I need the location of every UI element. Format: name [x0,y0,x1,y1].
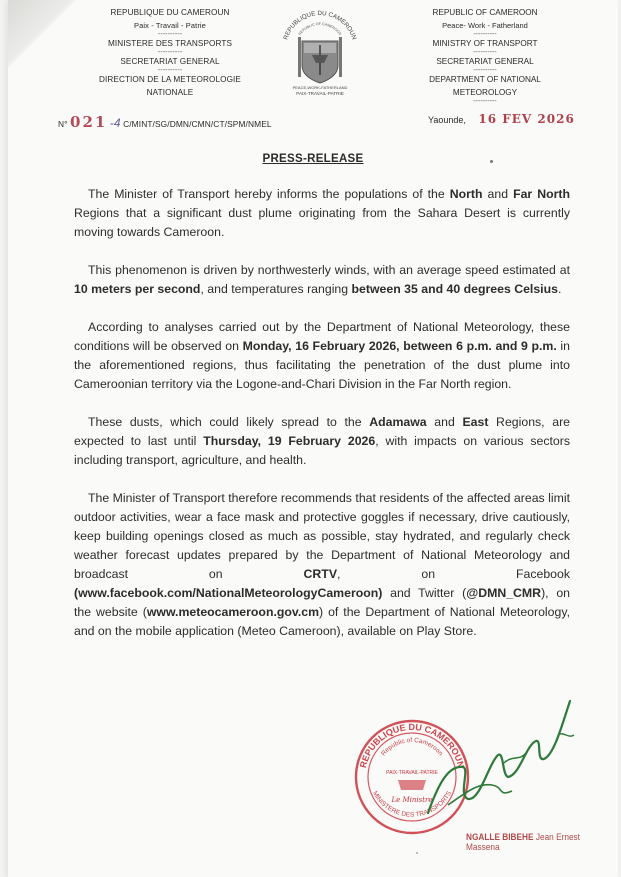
reference-number [58,113,272,131]
reference-code: C/MINT/SG/DMN/CMN/CT/SPM/NMEL [123,119,272,129]
direction-fr-line2: NATIONALE [146,88,194,97]
emphasis-text: East [462,415,489,429]
stamp-motto: PAIX-TRAVAIL-PATRIE [386,770,438,776]
body-text: and [426,415,463,429]
title-text: PRESS-RELEASE [262,153,364,165]
coat-bottom-text-2: PAIX-TRAVAIL-PATRIE [296,91,344,96]
svg-text:REPUBLIC OF CAMEROON [298,22,343,36]
header-left-french [80,6,260,99]
body-text: in the aforementioned regions, thus facilitating the penetration of the dust plume into Cameroonian territory via the Logone-and-Chari Division in the Far North region. [74,339,570,391]
emphasis-text: www.meteocameroon.gov.cm [146,605,320,619]
stamp-outer-text: REPUBLIQUE DU CAMEROUN [357,721,467,769]
coat-top-text: REPUBLIQUE DU CAMEROUN [282,9,358,41]
header-right-english [400,6,570,104]
stamp-center-text: Le Ministre [391,796,433,804]
emphasis-text: 10 meters per second [74,282,201,296]
secretariat-fr: SECRETARIAT GENERAL [120,57,220,66]
signature-icon [408,695,578,825]
separator: ---------- [157,67,183,74]
body-text: , with impacts on various sectors including transport, agriculture, and health. [74,434,570,467]
paragraph-5 [74,489,570,641]
reference-prefix: N° [58,119,68,129]
stamp-inner-text: Republic of Cameroon [380,736,444,758]
emphasis-text: Monday, 16 February 2026, between 6 p.m. and 9 p.m. [242,339,557,353]
coat-of-arms-icon [276,5,364,101]
ministry-fr: MINISTERE DES TRANSPORTS [107,39,233,48]
document-page [8,0,618,877]
separator: ---------- [157,31,183,38]
body-text: Regions, are expected to last until [74,415,571,448]
handwritten-mark: -4 [109,116,121,130]
coat-inner-text: REPUBLIC OF CAMEROON [297,21,343,37]
handwritten-reference-number: 021 [70,113,108,131]
signatory-given-names: Jean Ernest Massena [466,832,580,852]
emphasis-text: between 35 and 40 degrees Celsius [351,282,558,296]
paragraph-3 [74,318,570,394]
body-text: and [482,187,514,201]
department-en-line1: DEPARTMENT OF NATIONAL [429,75,541,84]
body-text: The Minister of Transport therefore recommends that residents of the affected areas limit outdoor activities, wear a face mask and protective goggles if necessary, drive cautiously, keep building openings closed as much as possible, stay hydrated, and regularly check weather forecast updates prepared by the Department of National Meteorology and broadcast on [74,491,570,581]
place-date [428,112,575,126]
coat-bottom-text: PEACE-WORK-FATHERLAND [292,85,348,90]
emphasis-text: @DMN_CMR [466,586,542,600]
body-text: . [557,282,562,296]
ink-dot [490,160,493,163]
direction-fr-line1: DIRECTION DE LA METEOROLOGIE [98,75,241,84]
separator: ---------- [473,31,497,38]
country-en: REPUBLIC OF CAMEROON [432,8,538,17]
body-text: Regions that a significant dust plume originating from the Sahara Desert is currently moving towards Cameroon. [74,206,570,239]
emphasis-text: Far North [513,187,570,201]
separator: ---------- [473,49,497,56]
document-title [8,153,618,165]
body-text: , and temperatures ranging [200,282,352,296]
paragraph-4 [74,413,570,470]
emphasis-text: (www.facebook.com/NationalMeteorologyCameroon) [74,586,383,600]
body-text: , on Facebook [337,567,570,581]
motto-fr: Paix - Travail - Patrie [134,21,206,30]
emphasis-text: North [449,187,483,201]
separator: ---------- [473,67,497,74]
separator: ---------- [473,98,497,105]
date-stamp: 16 FEV 2026 [478,112,575,126]
signatory-name [466,832,603,852]
press-release-body [74,185,570,660]
emphasis-text: CRTV [303,567,338,581]
ministry-en: MINISTRY OF TRANSPORT [432,39,538,48]
body-text: and Twitter ( [382,586,467,600]
secretariat-en: SECRETARIAT GENERAL [436,57,534,66]
country-fr: REPUBLIQUE DU CAMEROUN [110,8,230,17]
body-text: This phenomenon is driven by northwesterly winds, with an average speed estimated at [88,263,570,277]
ink-dot [416,852,418,854]
signatory-surname: NGALLE BIBEHE [466,832,534,842]
motto-en: Peace- Work - Fatherland [442,21,528,30]
place: Yaounde, [428,115,466,125]
emphasis-text: Thursday, 19 February 2026 [203,434,376,448]
paragraph-2 [74,261,570,299]
body-text: ), on the website ( [74,586,570,619]
body-text: According to analyses carried out by the Department of National Meteorology, these conditions will be observed on [74,320,570,353]
separator: ---------- [157,49,183,56]
body-text: The Minister of Transport hereby informs the populations of the [88,187,450,201]
folded-corner [8,0,78,70]
stamp-bottom-text: MINISTERE DES TRANSPORTS [370,790,454,819]
body-text: These dusts, which could likely spread to the [88,415,370,429]
body-text: ) of the Department of National Meteorology, and on the mobile application (Meteo Cameroon), available on Play Store. [74,605,570,638]
department-en-line2: METEOROLOGY [452,88,518,97]
paragraph-1 [74,185,570,242]
emphasis-text: Adamawa [369,415,427,429]
